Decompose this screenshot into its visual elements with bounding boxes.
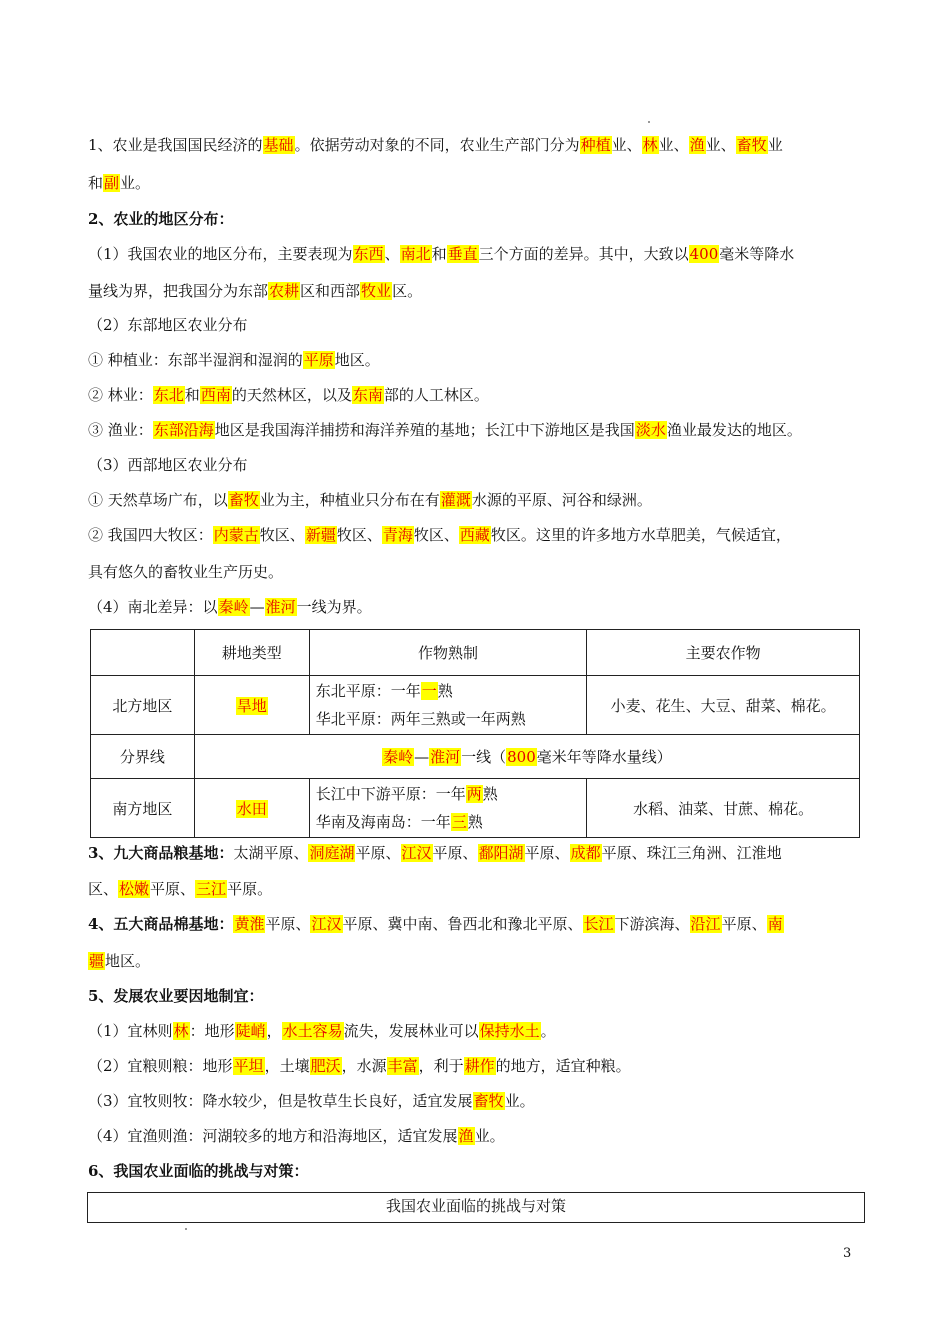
highlight-text: 淡水 — [635, 421, 666, 439]
line-text: ，水源 — [341, 1057, 387, 1075]
highlight-text: 秦岭 — [383, 748, 414, 766]
highlight-text: 东南 — [352, 386, 383, 404]
text-line — [88, 419, 802, 441]
line-text: 毫米等降水 — [719, 245, 795, 263]
line-text: ② 林业： — [88, 386, 153, 404]
highlight-text: 基础 — [263, 136, 294, 154]
highlight-text: 畜牧 — [473, 1092, 504, 1110]
highlight-text: 东北 — [153, 386, 184, 404]
line-text: 具有悠久的畜牧业生产历史。 — [88, 563, 284, 581]
highlight-text: 渔 — [458, 1127, 474, 1145]
table-row — [91, 630, 860, 676]
line-text: 2、农业的地区分布： — [88, 210, 234, 228]
highlight-text: 西藏 — [459, 526, 490, 544]
text-line — [88, 280, 422, 302]
challenges-table-header: 我国农业面临的挑战与对策 — [87, 1192, 865, 1223]
cell-text: 华南及海南岛：一年 — [315, 813, 451, 831]
text-line — [88, 1090, 535, 1112]
line-text: 、 — [384, 245, 400, 263]
line-text: 3、九大商品粮基地： — [88, 844, 234, 862]
line-text: 和 — [184, 386, 200, 404]
table-cell-cropping — [309, 676, 587, 735]
cell-text: 华北平原：两年三熟或一年两熟 — [315, 710, 526, 728]
text-line — [88, 134, 783, 156]
highlight-text: 旱地 — [236, 696, 267, 715]
text-line — [88, 1160, 308, 1182]
cell-text: 熟 — [482, 785, 498, 803]
north-south-comparison-table — [90, 629, 860, 838]
line-text: 业、 — [658, 136, 689, 154]
line-text: ① 种植业：东部半湿润和湿润的 — [88, 351, 303, 369]
highlight-text: 三江 — [196, 880, 227, 898]
line-text: 6、我国农业面临的挑战与对策： — [88, 1162, 309, 1180]
highlight-text: 林 — [642, 136, 658, 154]
text-line — [88, 950, 150, 972]
line-text: 平原、 — [721, 915, 767, 933]
text-line — [88, 208, 233, 230]
table-row — [91, 735, 860, 779]
text-line — [88, 314, 248, 336]
highlight-text: 淮河 — [430, 748, 461, 766]
line-text: — — [249, 598, 265, 616]
highlight-text: 丰富 — [387, 1057, 418, 1075]
highlight-text: 成都 — [570, 844, 601, 862]
highlight-text: 东西 — [353, 245, 384, 263]
table-cell-boundary — [194, 735, 859, 779]
line-text: 地区。 — [334, 351, 380, 369]
line-text: 平原、 — [265, 915, 311, 933]
highlight-text: 耕作 — [464, 1057, 495, 1075]
line-text: （4）宜渔则渔：河湖较多的地方和沿海地区，适宜发展 — [88, 1127, 458, 1145]
line-text: （2）宜粮则粮：地形 — [88, 1057, 233, 1075]
cell-text: 一线（ — [461, 748, 507, 766]
highlight-text: 淮河 — [265, 598, 296, 616]
table-header-cell: 主要农作物 — [587, 630, 860, 676]
table-header-cell: 作物熟制 — [309, 630, 587, 676]
text-line — [88, 596, 372, 618]
text-line — [88, 913, 784, 935]
line-text: 区和西部 — [300, 282, 361, 300]
table-cell-region: 南方地区 — [91, 779, 195, 838]
stray-dot — [185, 1228, 187, 1230]
line-text: 平原、 — [355, 844, 401, 862]
line-text: ：地形 — [189, 1022, 235, 1040]
line-text: 业。 — [504, 1092, 535, 1110]
text-line — [88, 842, 782, 864]
line-text: 的地方，适宜种粮。 — [495, 1057, 631, 1075]
highlight-text: 林 — [173, 1022, 189, 1040]
table-cell-empty — [91, 630, 195, 676]
line-text: 区。 — [392, 282, 423, 300]
table-cell-region: 分界线 — [91, 735, 195, 779]
line-text: （3）宜牧则牧：降水较少，但是牧草生长良好，适宜发展 — [88, 1092, 473, 1110]
line-text: ， — [266, 1022, 282, 1040]
highlight-text: 南北 — [400, 245, 431, 263]
highlight-text: 农耕 — [269, 282, 300, 300]
highlight-text: 新疆 — [305, 526, 336, 544]
highlight-text: 青海 — [382, 526, 413, 544]
line-text: ，利于 — [418, 1057, 464, 1075]
line-text: （3）西部地区农业分布 — [88, 456, 248, 474]
highlight-text: 畜牧 — [228, 491, 259, 509]
highlight-text: 副 — [104, 174, 120, 192]
highlight-text: 陡峭 — [235, 1022, 266, 1040]
highlight-text: 长江 — [583, 915, 614, 933]
highlight-text: 垂直 — [447, 245, 478, 263]
highlight-text: 渔 — [689, 136, 705, 154]
cell-text: — — [414, 748, 430, 766]
stray-dot — [648, 121, 650, 123]
highlight-text: 江汉 — [401, 844, 432, 862]
cell-text: 东北平原：一年 — [315, 682, 421, 700]
text-line — [88, 384, 489, 406]
highlight-text: 松嫩 — [119, 880, 150, 898]
highlight-text: 西南 — [200, 386, 231, 404]
line-text: 平原。 — [227, 880, 273, 898]
table-cell-crops: 水稻、油菜、甘蔗、棉花。 — [587, 779, 860, 838]
line-text: 流失，发展林业可以 — [343, 1022, 479, 1040]
line-text: （4）南北差异：以 — [88, 598, 218, 616]
table-cell-crops: 小麦、花生、大豆、甜菜、棉花。 — [587, 676, 860, 735]
line-text: 和 — [431, 245, 447, 263]
highlight-text: 疆 — [89, 952, 105, 970]
line-text: 和 — [88, 174, 104, 192]
line-text: 业 — [767, 136, 783, 154]
line-text: 下游滨海、 — [614, 915, 690, 933]
line-text: 牧区、 — [336, 526, 382, 544]
line-text: 平原、 — [150, 880, 196, 898]
highlight-text: 平坦 — [233, 1057, 264, 1075]
line-text: 牧区、 — [413, 526, 459, 544]
text-line — [88, 1125, 505, 1147]
line-text: 牧区。这里的许多地方水草肥美，气候适宜， — [490, 526, 791, 544]
line-text: 4、五大商品棉基地： — [88, 915, 234, 933]
highlight-text: 400 — [689, 245, 719, 263]
highlight-text: 黄淮 — [234, 915, 265, 933]
line-text: 水源的平原、河谷和绿洲。 — [471, 491, 652, 509]
text-line — [88, 524, 791, 546]
text-line — [88, 1020, 556, 1042]
text-line — [88, 489, 652, 511]
highlight-text: 三 — [451, 813, 467, 831]
line-text: 一线为界。 — [296, 598, 372, 616]
line-text: 平原、珠江三角洲、江淮地 — [601, 844, 782, 862]
highlight-text: 两 — [466, 785, 482, 803]
highlight-text: 平原 — [303, 351, 334, 369]
highlight-text: 保持水土 — [479, 1022, 540, 1040]
highlight-text: 洞庭湖 — [309, 844, 355, 862]
table-row — [91, 676, 860, 735]
line-text: ① 天然草场广布，以 — [88, 491, 228, 509]
line-text: 地区。 — [105, 952, 151, 970]
cell-text: 熟 — [437, 682, 453, 700]
line-text: 业为主，种植业只分布在有 — [259, 491, 440, 509]
table-cell-land — [194, 676, 309, 735]
line-text: 区、 — [88, 880, 119, 898]
line-text: （1）我国农业的地区分布，主要表现为 — [88, 245, 353, 263]
line-text: 业、 — [611, 136, 642, 154]
highlight-text: 东部沿海 — [153, 421, 214, 439]
highlight-text: 内蒙古 — [213, 526, 259, 544]
table-cell-cropping — [309, 779, 587, 838]
line-text: 量线为界，把我国分为东部 — [88, 282, 269, 300]
highlight-text: 水田 — [236, 799, 267, 818]
text-line — [88, 454, 248, 476]
line-text: ③ 渔业： — [88, 421, 153, 439]
line-text: 的天然林区，以及 — [231, 386, 352, 404]
line-text: 业、 — [705, 136, 736, 154]
text-line — [88, 172, 150, 194]
cell-text: 长江中下游平原：一年 — [315, 785, 466, 803]
line-text: 5、发展农业要因地制宜： — [88, 987, 264, 1005]
text-line — [88, 561, 283, 583]
line-text: 渔业最发达的地区。 — [666, 421, 802, 439]
highlight-text: 南 — [767, 915, 783, 933]
line-text: 业。 — [474, 1127, 505, 1145]
line-text: ② 我国四大牧区： — [88, 526, 213, 544]
table-cell-region: 北方地区 — [91, 676, 195, 735]
line-text: 平原、 — [524, 844, 570, 862]
line-text: 。 — [540, 1022, 556, 1040]
table-header-cell: 耕地类型 — [194, 630, 309, 676]
text-line — [88, 243, 794, 265]
line-text: ，土壤 — [264, 1057, 310, 1075]
highlight-text: 沿江 — [690, 915, 721, 933]
table-row — [91, 779, 860, 838]
line-text: 1、农业是我国国民经济的 — [88, 136, 263, 154]
highlight-text: 800 — [507, 748, 536, 766]
highlight-text: 肥沃 — [310, 1057, 341, 1075]
highlight-text: 灌溉 — [440, 491, 471, 509]
highlight-text: 鄱阳湖 — [478, 844, 524, 862]
text-line — [88, 349, 380, 371]
highlight-text: 一 — [421, 682, 437, 700]
line-text: 平原、 — [432, 844, 478, 862]
highlight-text: 秦岭 — [218, 598, 249, 616]
line-text: 三个方面的差异。其中，大致以 — [478, 245, 689, 263]
cell-text: 熟 — [467, 813, 483, 831]
line-text: 牧区、 — [259, 526, 305, 544]
line-text: 太湖平原、 — [233, 844, 309, 862]
line-text: 平原、冀中南、鲁西北和豫北平原、 — [342, 915, 583, 933]
line-text: 。依据劳动对象的不同，农业生产部门分为 — [294, 136, 580, 154]
highlight-text: 牧业 — [361, 282, 392, 300]
text-line — [88, 985, 263, 1007]
line-text: （2）东部地区农业分布 — [88, 316, 248, 334]
page-number: 3 — [843, 1246, 852, 1261]
text-line — [88, 1055, 631, 1077]
line-text: 业。 — [120, 174, 151, 192]
line-text: 部的人工林区。 — [383, 386, 489, 404]
highlight-text: 水土容易 — [282, 1022, 343, 1040]
highlight-text: 种植 — [580, 136, 611, 154]
cell-text: 毫米年等降水量线） — [536, 748, 672, 766]
text-line — [88, 878, 272, 900]
highlight-text: 江汉 — [311, 915, 342, 933]
table-cell-land — [194, 779, 309, 838]
line-text: 地区是我国海洋捕捞和海洋养殖的基地；长江中下游地区是我国 — [214, 421, 635, 439]
line-text: （1）宜林则 — [88, 1022, 173, 1040]
highlight-text: 畜牧 — [736, 136, 767, 154]
